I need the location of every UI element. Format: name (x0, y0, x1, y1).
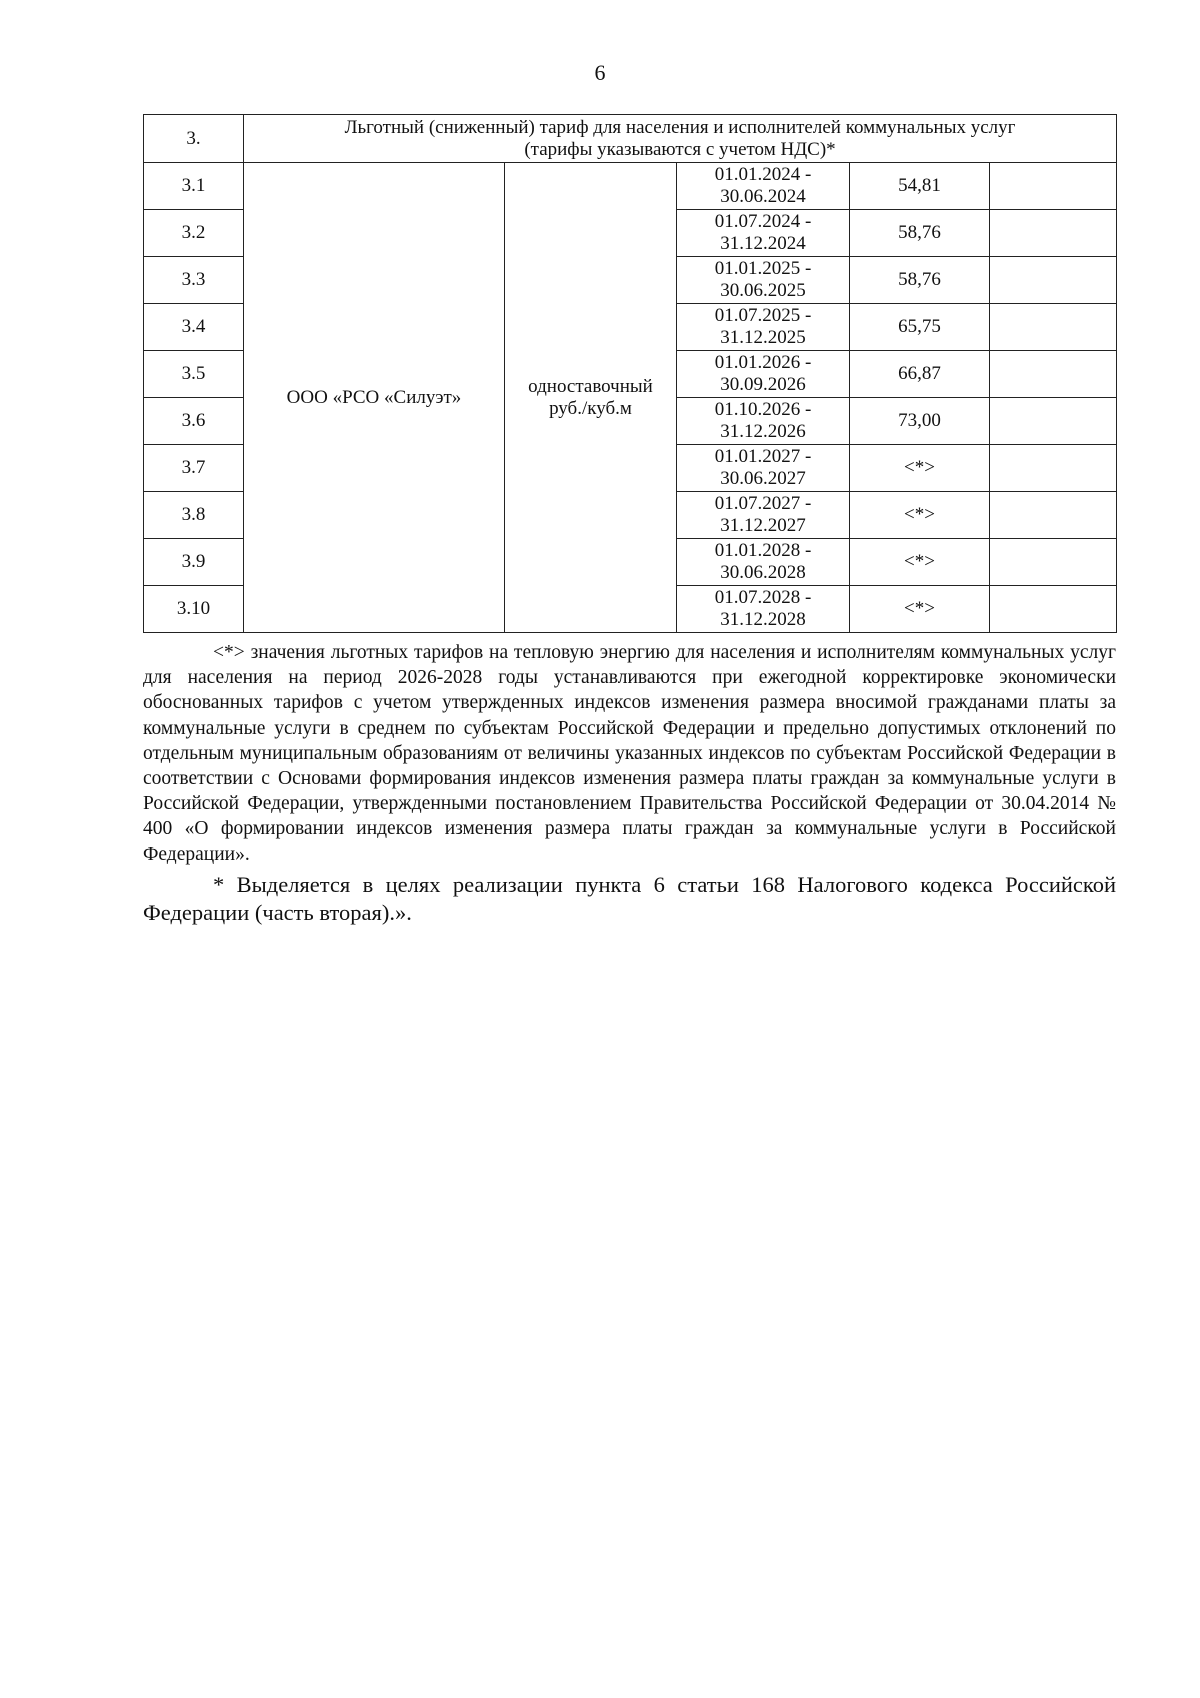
tariff-value: 58,76 (850, 257, 990, 304)
tariff-value: 65,75 (850, 304, 990, 351)
empty-cell (990, 539, 1117, 586)
tariff-table-body (144, 115, 1117, 633)
period: 01.01.2027 - 30.06.2027 (677, 445, 850, 492)
footnote-indexation: <*> значения льготных тарифов на тепловую энергию для населения и исполнителям коммунальных услуг для населения на период 2026-2028 годы устанавливаются при ежегодной корректировке экономически обоснованных тарифов с учетом утвержденных индексов изменения размера вносимой гражданами платы за коммунальные услуги в среднем по субъектам Российской Федерации и предельно допустимых отклонений по отдельным муниципальным образованиям от величины указанных индексов по субъектам Российской Федерации в соответствии с Основами формирования индексов изменения размера платы граждан за коммунальные услуги в Российской Федерации, утвержденными постановлением Правительства Российской Федерации от 30.04.2014 № 400 «О формировании индексов изменения размера платы граждан за коммунальные услуги в Российской Федерации». (143, 642, 1116, 865)
empty-cell (990, 351, 1117, 398)
section-title-line2: (тарифы указываются с учетом НДС)* (524, 138, 836, 160)
empty-cell (990, 492, 1117, 539)
row-number: 3.6 (144, 398, 244, 445)
empty-cell (990, 210, 1117, 257)
empty-cell (990, 163, 1117, 210)
section-title-line1: Льготный (сниженный) тариф для населения и исполнителей коммунальных услуг (344, 116, 1016, 138)
table-row (144, 163, 1117, 210)
empty-cell (990, 398, 1117, 445)
section-header-row (144, 115, 1117, 163)
footnote-vat: * Выделяется в целях реализации пункта 6 статьи 168 Налогового кодекса Российской Федерации (часть вторая).». (143, 871, 1116, 925)
period: 01.01.2026 - 30.09.2026 (677, 351, 850, 398)
empty-cell (990, 257, 1117, 304)
tariff-value: 54,81 (850, 163, 990, 210)
row-number: 3.7 (144, 445, 244, 492)
row-number: 3.2 (144, 210, 244, 257)
tariff-value: 58,76 (850, 210, 990, 257)
tariff-value: 73,00 (850, 398, 990, 445)
tariff-type-name: одноставочный (528, 375, 653, 397)
row-number: 3.4 (144, 304, 244, 351)
tariff-value: <*> (850, 445, 990, 492)
tariff-value: 66,87 (850, 351, 990, 398)
period: 01.01.2028 - 30.06.2028 (677, 539, 850, 586)
empty-cell (990, 586, 1117, 633)
section-title (244, 115, 1117, 163)
tariff-table (143, 114, 1117, 633)
page-number: 6 (594, 60, 606, 85)
period: 01.10.2026 - 31.12.2026 (677, 398, 850, 445)
row-number: 3.1 (144, 163, 244, 210)
footnotes (143, 640, 1116, 927)
period: 01.01.2024 - 30.06.2024 (677, 163, 850, 210)
tariff-value: <*> (850, 586, 990, 633)
organization-name: ООО «РСО «Силуэт» (244, 163, 505, 633)
tariff-unit: руб./куб.м (549, 397, 632, 419)
period: 01.07.2025 - 31.12.2025 (677, 304, 850, 351)
section-number: 3. (144, 115, 244, 163)
empty-cell (990, 445, 1117, 492)
tariff-value: <*> (850, 539, 990, 586)
period: 01.07.2028 - 31.12.2028 (677, 586, 850, 633)
row-number: 3.9 (144, 539, 244, 586)
row-number: 3.10 (144, 586, 244, 633)
period: 01.07.2024 - 31.12.2024 (677, 210, 850, 257)
period: 01.01.2025 - 30.06.2025 (677, 257, 850, 304)
period: 01.07.2027 - 31.12.2027 (677, 492, 850, 539)
row-number: 3.5 (144, 351, 244, 398)
row-number: 3.3 (144, 257, 244, 304)
tariff-type (505, 163, 677, 633)
row-number: 3.8 (144, 492, 244, 539)
tariff-value: <*> (850, 492, 990, 539)
empty-cell (990, 304, 1117, 351)
